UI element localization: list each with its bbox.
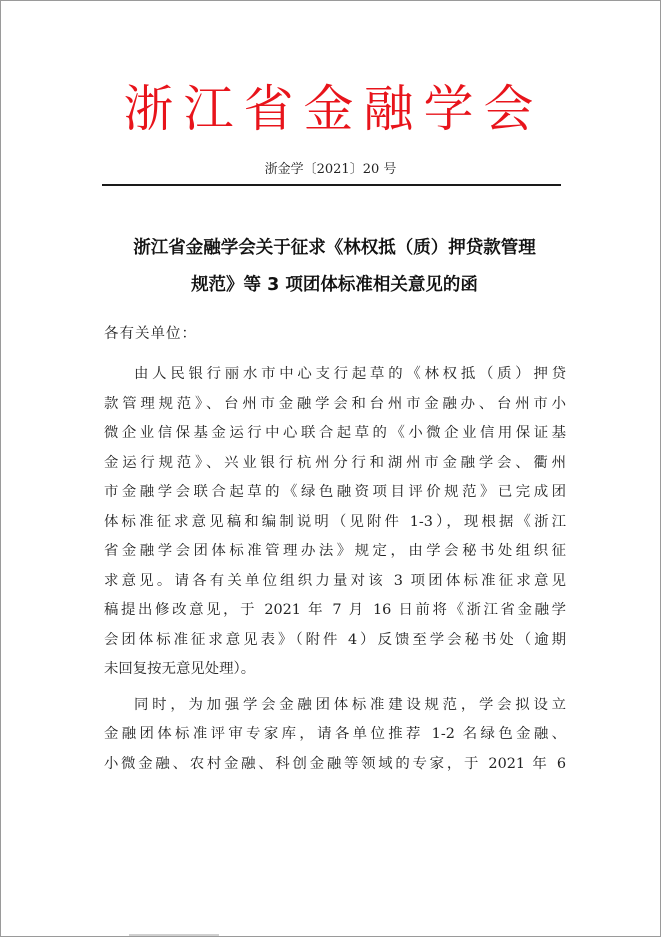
body-line: 市金融学会联合起草的《绿色融资项目评价规范》已完成团 [104,484,566,500]
body-line: 会团体标准征求意见表》（附件 4）反馈至学会秘书处（逾期 [104,631,566,648]
body-line: 由人民银行丽水市中心支行起草的《林权抵（质）押贷 [134,366,566,382]
salutation: 各有关单位： [104,326,197,342]
body-line: 小微金融、农村金融、科创金融等领域的专家，于 2021 年 6 [104,755,566,772]
body-line: 稿提出修改意见，于 2021 年 7 月 16 日前将《浙江省金融学 [104,602,566,618]
body-paragraph-2 [104,691,566,780]
body-line: 未回复按无意见处理）。 [104,661,256,677]
body-line: 款管理规范》、台州市金融学会和台州市金融办、台州市小 [104,395,566,412]
letter-title-line: 浙江省金融学会关于征求《林权抵（质）押贷款管理 [133,238,536,258]
letter-body [104,360,566,779]
body-line: 体标准征求意见稿和编制说明（见附件 1-3），现根据《浙江 [104,513,566,530]
letter-title [87,230,582,304]
header-divider [102,184,561,186]
body-line: 金运行规范》、兴业银行杭州分行和湖州市金融学会、衢州 [104,454,566,471]
document-number: 浙金学〔2021〕20 号 [264,162,397,177]
masthead-title: 浙江省金融学会 [123,80,544,138]
body-line: 金融团体标准评审专家库，请各单位推荐 1-2 名绿色金融、 [104,726,566,742]
page-edge-mark [129,934,219,936]
body-line: 求意见。请各有关单位组织力量对该 3 项团体标准征求意见 [104,572,566,589]
body-paragraph-1 [104,360,566,685]
letter-title-line: 规范》等 3 项团体标准相关意见的函 [191,275,478,295]
body-line: 微企业信保基金运行中心联合起草的《小微企业信用保证基 [104,425,566,441]
body-line: 省金融学会团体标准管理办法》规定，由学会秘书处组织征 [104,543,566,559]
body-line: 同时，为加强学会金融团体标准建设规范，学会拟设立 [134,696,566,713]
